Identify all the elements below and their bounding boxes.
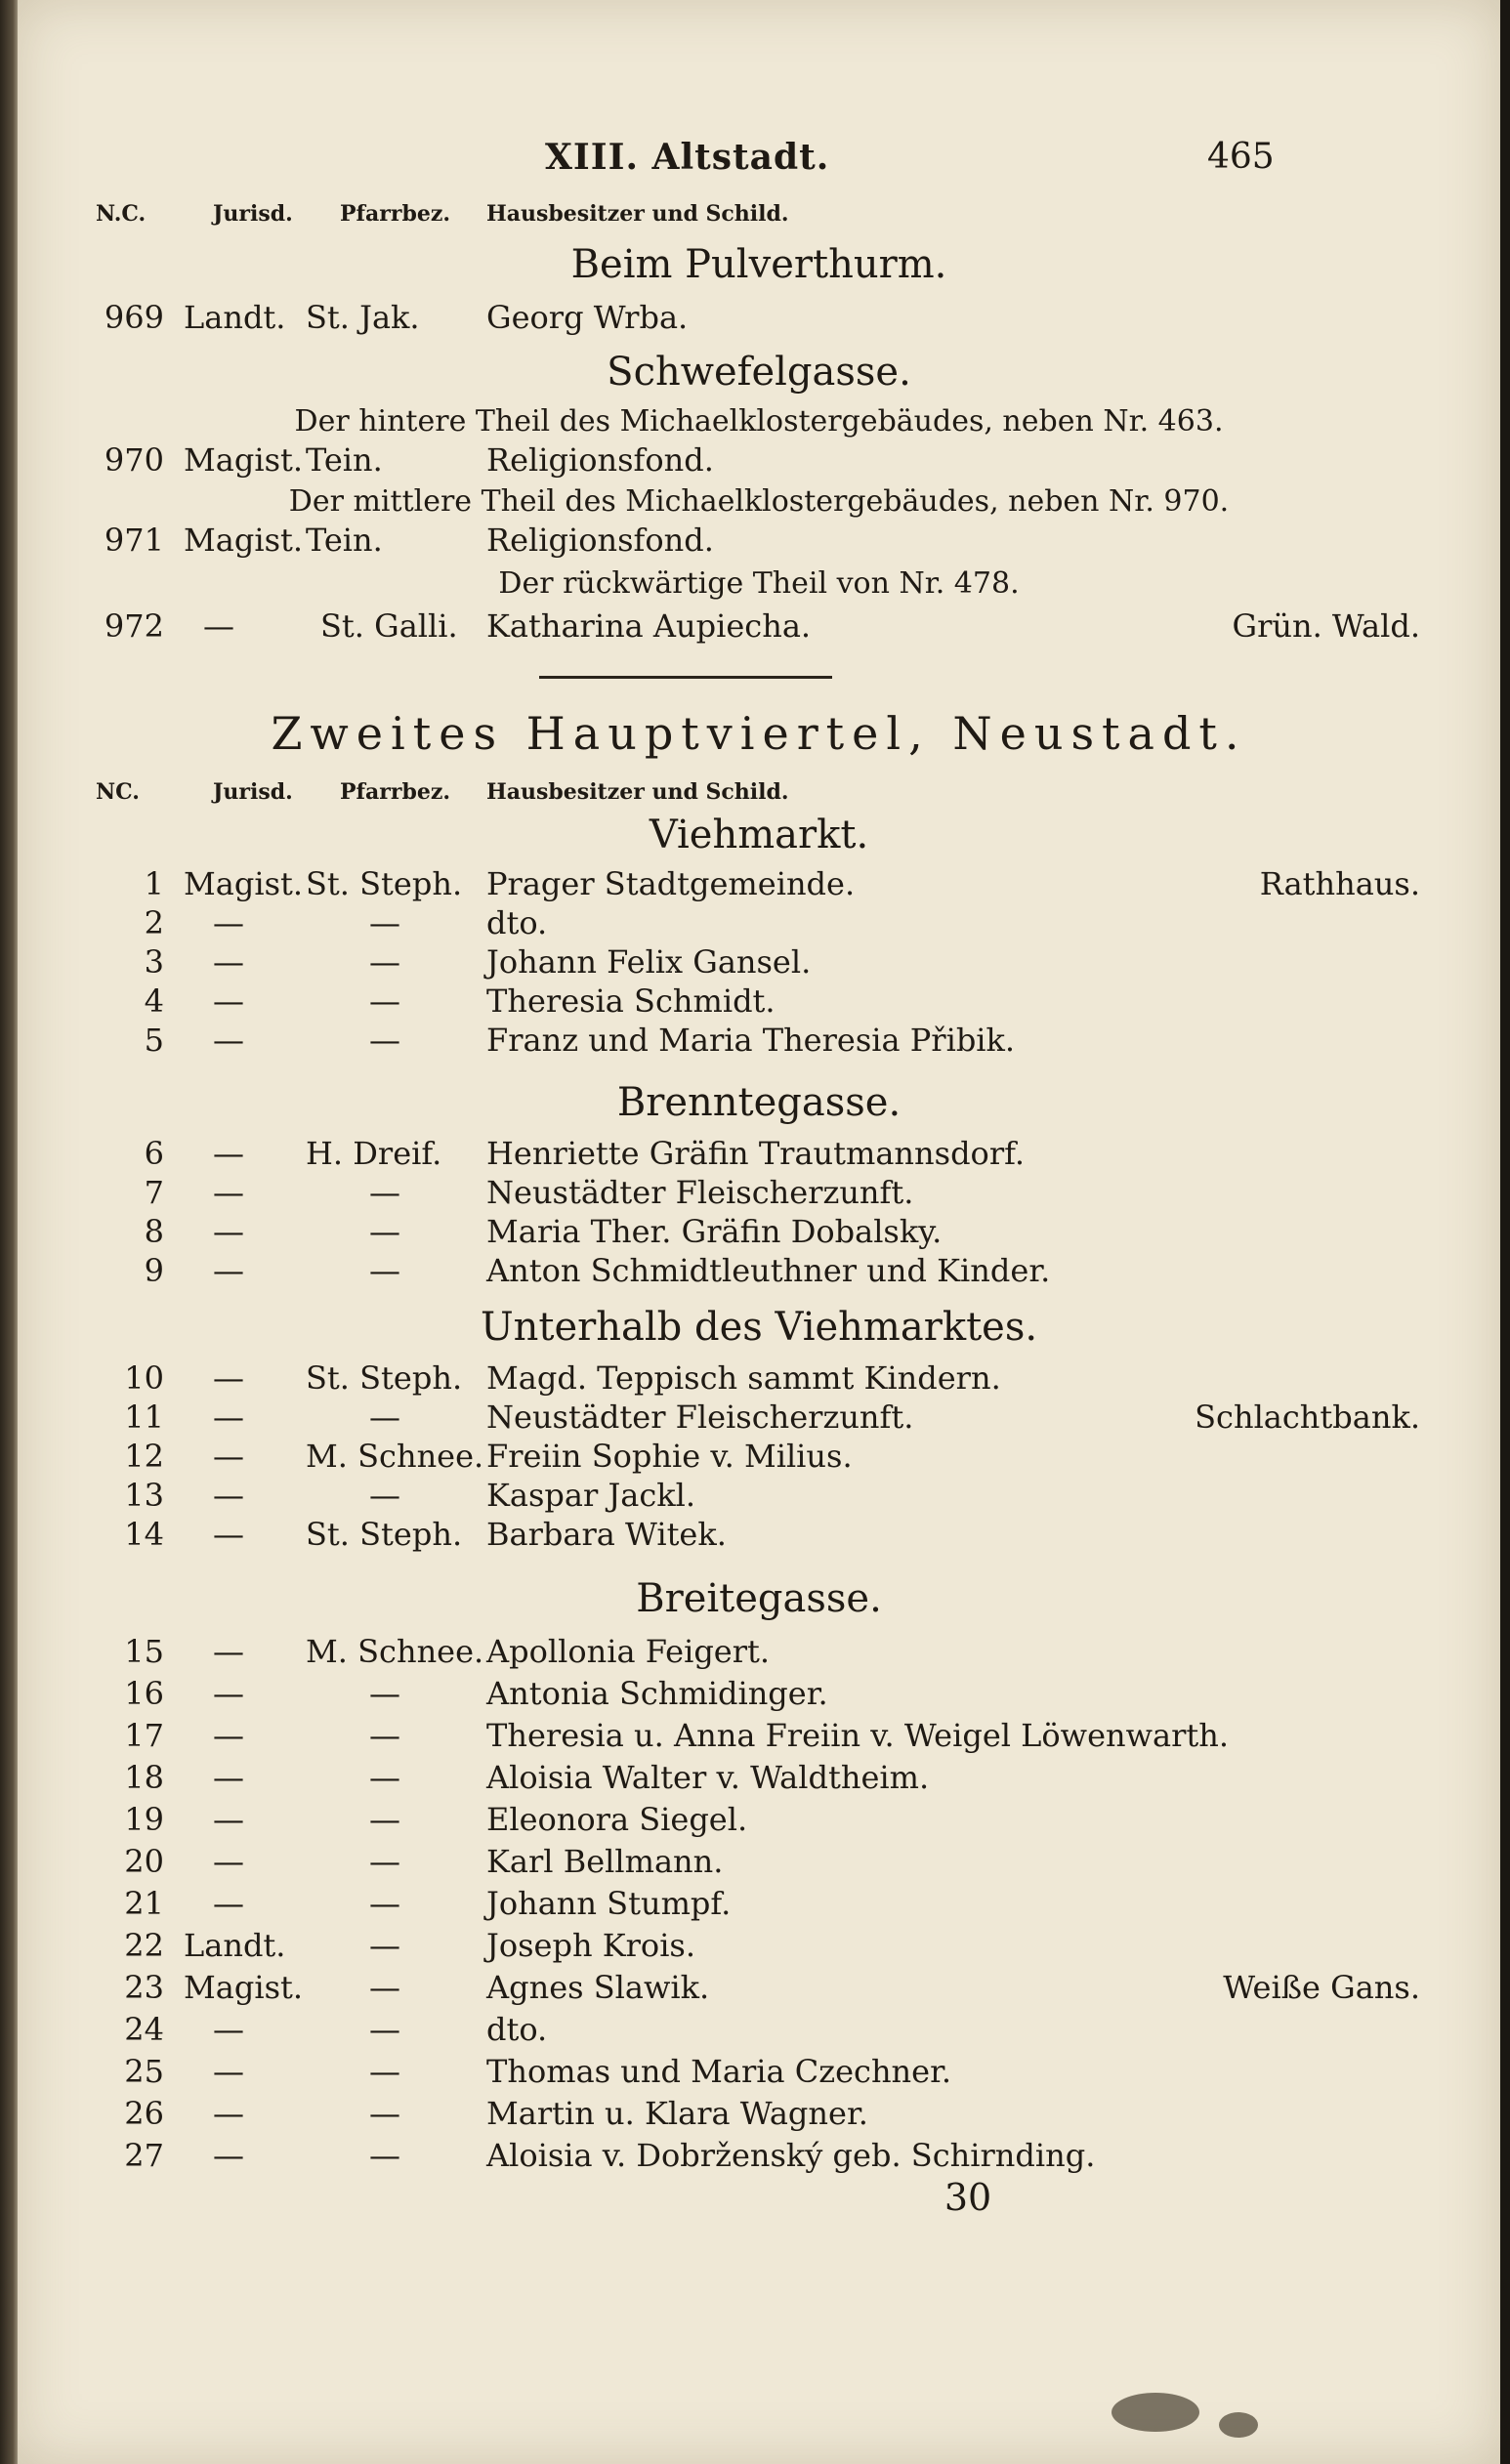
col-header-owner: Hausbesitzer und Schild. — [486, 779, 789, 805]
jurisdiction: — — [213, 1135, 244, 1172]
parish: M. Schnee. — [306, 1438, 484, 1475]
parish: — — [369, 2137, 400, 2174]
col-header-parish: Pfarrbez. — [340, 779, 450, 805]
table-row — [18, 1717, 1500, 1760]
signature-number: 30 — [944, 2176, 992, 2219]
column-headers — [18, 201, 1500, 234]
house-number: 972 — [104, 607, 164, 645]
jurisdiction: — — [213, 1801, 244, 1838]
parish: — — [369, 1174, 400, 1211]
owner: Magd. Teppisch sammt Kindern. — [486, 1359, 1001, 1397]
parish: — — [369, 1399, 400, 1436]
table-row — [18, 1516, 1500, 1559]
parish: — — [369, 1675, 400, 1712]
jurisdiction: — — [213, 1759, 244, 1796]
table-row — [18, 2011, 1500, 2054]
parish: H. Dreif. — [306, 1135, 442, 1172]
house-number: 8 — [144, 1213, 164, 1250]
paper-stain — [1219, 2412, 1258, 2438]
house-number: 13 — [124, 1477, 164, 1514]
jurisdiction: — — [213, 1252, 244, 1289]
house-number: 2 — [144, 904, 164, 941]
owner: Anton Schmidtleuthner und Kinder. — [486, 1252, 1051, 1289]
parish: — — [369, 2095, 400, 2132]
entry-note: Der hintere Theil des Michaelklostergebäudes, neben Nr. 463. — [294, 404, 1224, 439]
page-number: 465 — [1207, 137, 1275, 177]
running-header — [18, 137, 1500, 186]
table-row — [18, 1675, 1500, 1718]
owner: Antonia Schmidinger. — [486, 1675, 828, 1712]
house-number: 26 — [124, 2095, 164, 2132]
jurisdiction: Magist. — [184, 865, 304, 902]
col-header-parish: Pfarrbez. — [340, 201, 450, 227]
col-header-jurisdiction: Jurisd. — [213, 779, 293, 805]
house-number: 5 — [144, 1022, 164, 1059]
parish: — — [369, 1022, 400, 1059]
house-number: 22 — [124, 1927, 164, 1964]
house-number: 27 — [124, 2137, 164, 2174]
owner: Prager Stadtgemeinde. — [486, 865, 856, 902]
jurisdiction: — — [213, 943, 244, 981]
paper-stain — [1112, 2393, 1199, 2432]
house-sign: Rathhaus. — [1259, 865, 1420, 902]
house-number: 14 — [124, 1516, 164, 1553]
section-divider — [539, 676, 832, 679]
owner: Theresia u. Anna Freiin v. Weigel Löwenwarth. — [486, 1717, 1230, 1754]
house-number: 17 — [124, 1717, 164, 1754]
col-header-owner: Hausbesitzer und Schild. — [486, 201, 789, 227]
owner: Joseph Krois. — [486, 1927, 696, 1964]
owner: Aloisia v. Dobrženský geb. Schirnding. — [486, 2137, 1096, 2174]
owner: Freiin Sophie v. Milius. — [486, 1438, 853, 1475]
jurisdiction: — — [213, 2053, 244, 2090]
table-row — [18, 865, 1500, 908]
house-number: 25 — [124, 2053, 164, 2090]
parish: St. Steph. — [306, 865, 463, 902]
table-row — [18, 607, 1500, 650]
parish: — — [369, 1717, 400, 1754]
owner: Apollonia Feigert. — [486, 1633, 771, 1670]
parish: — — [369, 982, 400, 1020]
parish: — — [369, 1969, 400, 2006]
house-number: 11 — [124, 1399, 164, 1436]
section-title: Unterhalb des Viehmarktes. — [480, 1305, 1038, 1350]
house-number: 971 — [104, 522, 164, 559]
parish: M. Schnee. — [306, 1633, 484, 1670]
house-number: 23 — [124, 1969, 164, 2006]
owner: Georg Wrba. — [486, 299, 689, 336]
owner: Johann Felix Gansel. — [486, 943, 812, 981]
house-sign: Schlachtbank. — [1195, 1399, 1420, 1436]
jurisdiction: — — [213, 1516, 244, 1553]
owner: Johann Stumpf. — [486, 1885, 732, 1922]
jurisdiction: — — [213, 1885, 244, 1922]
page-title: XIII. Altstadt. — [545, 137, 830, 178]
owner: Thomas und Maria Czechner. — [486, 2053, 952, 2090]
table-row — [18, 2053, 1500, 2096]
table-row — [18, 1252, 1500, 1295]
jurisdiction: — — [213, 1213, 244, 1250]
table-row — [18, 1135, 1500, 1178]
owner: Karl Bellmann. — [486, 1843, 724, 1880]
major-heading: Zweites Hauptviertel, Neustadt. — [271, 707, 1247, 760]
house-number: 969 — [104, 299, 164, 336]
owner: Barbara Witek. — [486, 1516, 727, 1553]
table-row — [18, 943, 1500, 986]
jurisdiction: — — [213, 1399, 244, 1436]
parish: Tein. — [306, 441, 383, 479]
owner: Henriette Gräfin Trautmannsdorf. — [486, 1135, 1025, 1172]
owner: Agnes Slawik. — [486, 1969, 710, 2006]
parish: St. Steph. — [306, 1516, 463, 1553]
jurisdiction: — — [213, 2011, 244, 2048]
parish: — — [369, 2053, 400, 2090]
house-number: 970 — [104, 441, 164, 479]
jurisdiction: Landt. — [184, 1927, 286, 1964]
jurisdiction: — — [213, 1843, 244, 1880]
jurisdiction: — — [213, 1359, 244, 1397]
jurisdiction: — — [213, 982, 244, 1020]
parish: St. Jak. — [306, 299, 420, 336]
jurisdiction: — — [213, 1477, 244, 1514]
table-row — [18, 441, 1500, 484]
jurisdiction: — — [213, 1633, 244, 1670]
jurisdiction: — — [213, 2095, 244, 2132]
jurisdiction: — — [213, 1022, 244, 1059]
house-number: 3 — [144, 943, 164, 981]
table-row — [18, 1359, 1500, 1402]
parish: — — [369, 1477, 400, 1514]
table-row — [18, 1885, 1500, 1928]
house-number: 10 — [124, 1359, 164, 1397]
jurisdiction: — — [213, 1717, 244, 1754]
entry-note: Der mittlere Theil des Michaelklostergebäudes, neben Nr. 970. — [288, 484, 1230, 519]
house-number: 16 — [124, 1675, 164, 1712]
table-row — [18, 1477, 1500, 1520]
table-row — [18, 1759, 1500, 1802]
owner: Theresia Schmidt. — [486, 982, 776, 1020]
table-row — [18, 982, 1500, 1025]
parish: — — [369, 1213, 400, 1250]
jurisdiction: Magist. — [184, 522, 304, 559]
signature-mark — [18, 2176, 1500, 2219]
col-header-number: NC. — [96, 779, 140, 805]
parish: — — [369, 1885, 400, 1922]
owner: Kaspar Jackl. — [486, 1477, 696, 1514]
owner: Eleonora Siegel. — [486, 1801, 748, 1838]
section-title: Schwefelgasse. — [607, 350, 911, 395]
house-number: 9 — [144, 1252, 164, 1289]
parish: — — [369, 943, 400, 981]
house-number: 15 — [124, 1633, 164, 1670]
house-number: 1 — [144, 865, 164, 902]
house-number: 12 — [124, 1438, 164, 1475]
section-title: Breitegasse. — [636, 1576, 882, 1621]
house-number: 7 — [144, 1174, 164, 1211]
parish: — — [369, 1927, 400, 1964]
table-row — [18, 2095, 1500, 2138]
house-number: 24 — [124, 2011, 164, 2048]
house-sign: Grün. Wald. — [1232, 607, 1420, 645]
table-row — [18, 1022, 1500, 1065]
house-sign: Weiße Gans. — [1223, 1969, 1420, 2006]
entry-note: Der rückwärtige Theil von Nr. 478. — [498, 566, 1020, 601]
owner: dto. — [486, 2011, 548, 2048]
parish: — — [369, 1252, 400, 1289]
house-number: 20 — [124, 1843, 164, 1880]
jurisdiction: Magist. — [184, 441, 304, 479]
parish: — — [369, 1801, 400, 1838]
owner: Neustädter Fleischerzunft. — [486, 1399, 914, 1436]
parish: St. Galli. — [320, 607, 458, 645]
jurisdiction: Landt. — [184, 299, 286, 336]
jurisdiction: — — [213, 1174, 244, 1211]
house-number: 6 — [144, 1135, 164, 1172]
table-row — [18, 1399, 1500, 1441]
owner: Katharina Aupiecha. — [486, 607, 812, 645]
table-row — [18, 522, 1500, 564]
owner: Martin u. Klara Wagner. — [486, 2095, 868, 2132]
section-title: Beim Pulverthurm. — [570, 242, 947, 287]
house-number: 21 — [124, 1885, 164, 1922]
owner: Religionsfond. — [486, 522, 714, 559]
jurisdiction: — — [213, 2137, 244, 2174]
table-row — [18, 1633, 1500, 1676]
parish: — — [369, 904, 400, 941]
owner: Franz und Maria Theresia Přibik. — [486, 1022, 1016, 1059]
table-row — [18, 1843, 1500, 1886]
jurisdiction: — — [203, 607, 234, 645]
table-row — [18, 1438, 1500, 1481]
table-row — [18, 2137, 1500, 2180]
table-row — [18, 904, 1500, 947]
section-title: Brenntegasse. — [616, 1080, 902, 1125]
owner: dto. — [486, 904, 548, 941]
jurisdiction: — — [213, 1675, 244, 1712]
house-number: 4 — [144, 982, 164, 1020]
owner: Neustädter Fleischerzunft. — [486, 1174, 914, 1211]
table-row — [18, 1174, 1500, 1217]
parish: St. Steph. — [306, 1359, 463, 1397]
owner: Maria Ther. Gräfin Dobalsky. — [486, 1213, 943, 1250]
jurisdiction: Magist. — [184, 1969, 304, 2006]
owner: Aloisia Walter v. Waldtheim. — [486, 1759, 930, 1796]
house-number: 18 — [124, 1759, 164, 1796]
house-number: 19 — [124, 1801, 164, 1838]
section-title: Viehmarkt. — [649, 813, 869, 857]
jurisdiction: — — [213, 904, 244, 941]
table-row — [18, 299, 1500, 342]
parish: Tein. — [306, 522, 383, 559]
table-row — [18, 1213, 1500, 1256]
jurisdiction: — — [213, 1438, 244, 1475]
owner: Religionsfond. — [486, 441, 714, 479]
col-header-number: N.C. — [96, 201, 147, 227]
document-page — [18, 0, 1500, 2464]
table-row — [18, 1969, 1500, 2012]
parish: — — [369, 1759, 400, 1796]
table-row — [18, 1927, 1500, 1970]
col-header-jurisdiction: Jurisd. — [213, 201, 293, 227]
parish: — — [369, 1843, 400, 1880]
table-row — [18, 1801, 1500, 1844]
parish: — — [369, 2011, 400, 2048]
column-headers — [18, 779, 1500, 813]
